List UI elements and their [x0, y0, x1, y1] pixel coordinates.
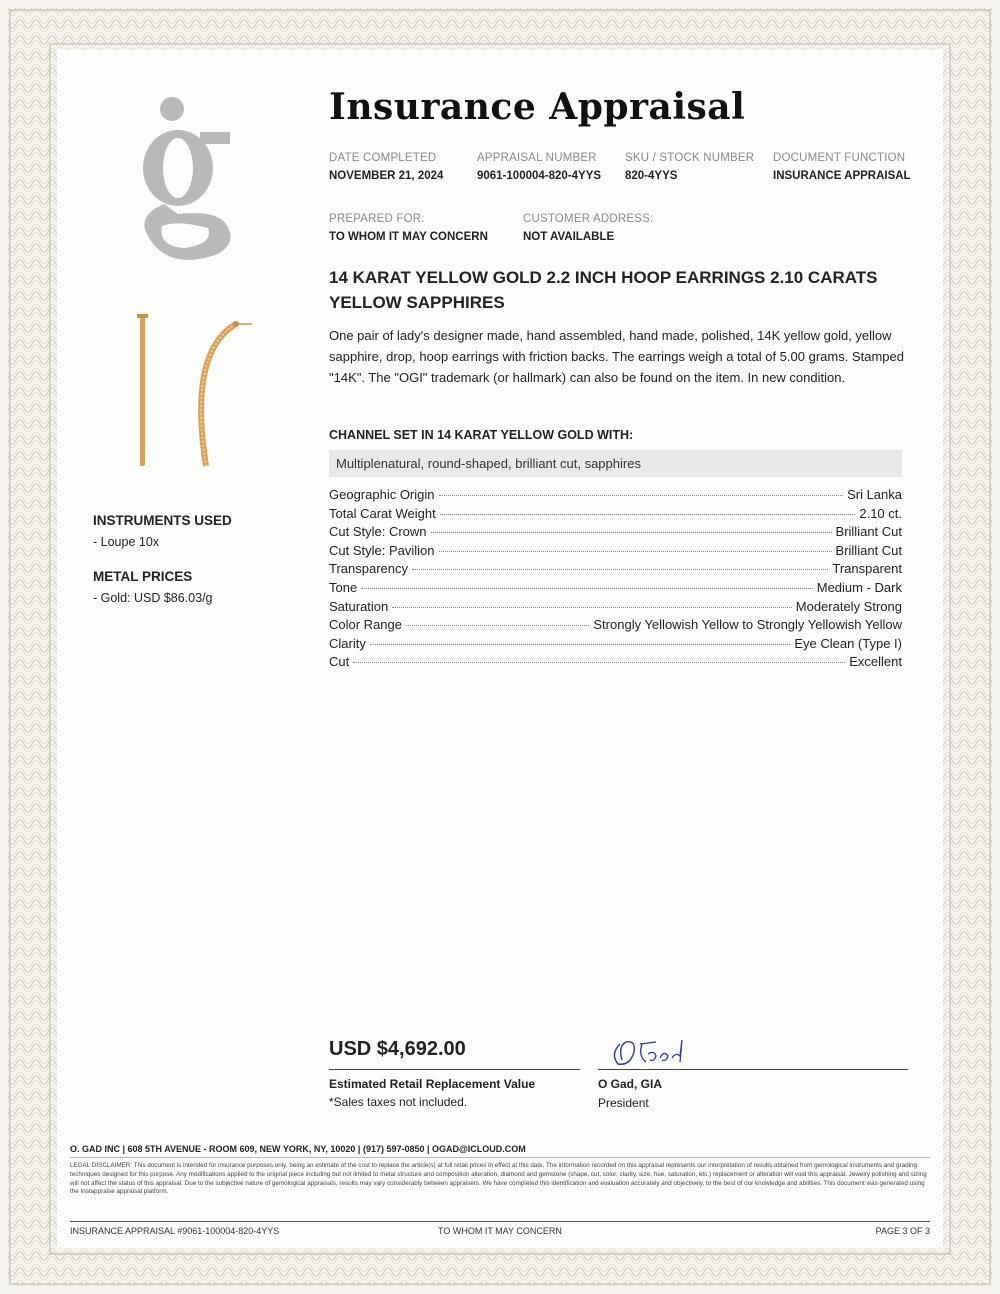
appraisal-label: APPRAISAL NUMBER: [477, 152, 597, 164]
sku-label: SKU / STOCK NUMBER: [625, 152, 755, 164]
property-name: Clarity: [329, 635, 366, 651]
page-number: PAGE 3 OF 3: [875, 1226, 930, 1236]
footer-bottom-divider: [70, 1221, 930, 1222]
document-function: [773, 152, 911, 182]
metal-prices-value: - Gold: USD $86.03/g: [93, 591, 213, 605]
property-row: [329, 543, 902, 562]
property-row: [329, 654, 902, 673]
price-divider: [329, 1069, 580, 1070]
property-name: Geographic Origin: [329, 487, 435, 502]
company-info: O. GAD INC | 608 5TH AVENUE - ROOM 609, NEW YORK, NY, 10020 | (917) 597-0850 | OGAD@ICLOUD.COM: [70, 1144, 526, 1154]
dot-leader: [406, 625, 589, 626]
footer-divider: [70, 1157, 930, 1158]
property-name: Cut: [329, 654, 350, 670]
signature-image: [608, 1034, 698, 1070]
gem-summary: Multiplenatural, round-shaped, brilliant cut, sapphires: [329, 450, 902, 477]
property-name: Total Carat Weight: [329, 505, 436, 521]
dot-leader: [370, 644, 791, 645]
property-value: Transparent: [832, 561, 902, 577]
property-value: Eye Clean (Type I): [794, 635, 902, 651]
dot-leader: [431, 532, 832, 533]
appraisal-value: 9061-100004-820-4YYS: [477, 170, 602, 182]
dot-leader: [412, 569, 828, 570]
function-label: DOCUMENT FUNCTION: [773, 152, 906, 164]
customer-address: [523, 213, 653, 243]
property-row: [329, 580, 902, 599]
dot-leader: [439, 551, 832, 552]
property-name: Cut Style: Crown: [329, 524, 427, 540]
property-row: [329, 599, 902, 618]
legal-disclaimer: LEGAL DISCLAIMER: This document is intended for insurance purposes only, being an estimate of the cost to replace the article(s) at full retail prices in effect at this date. The information recorded on this appraisal represents our interpretation of results obtained from gemological instruments and grading techniques designed for this purpose. Any modifications applied to the original piece including but not limited to metal structure and composition alteration, diamond and gemstone (shape, cut, color, clarity, size, hue, saturation, etc.) replacement or alteration will void this appraisal. Jewelry polishing and sizing will not affect the status of this appraisal. Due to the subjective nature of gemological appraisals, results may vary considerably between appraisers. We have completed this identification and evaluation accurately and objectively, to the best of our knowledge and abilities. This document was generated using the Instappraise appraisal platform.: [70, 1162, 927, 1196]
date-label: DATE COMPLETED: [329, 152, 437, 164]
item-title: 14 KARAT YELLOW GOLD 2.2 INCH HOOP EARRINGS 2.10 CARATS YELLOW SAPPHIRES: [329, 268, 878, 312]
signature-divider: [598, 1069, 908, 1070]
property-value: Excellent: [849, 654, 902, 670]
og-monogram-logo: [138, 96, 234, 274]
property-name: Tone: [329, 579, 358, 595]
valuation-label: Estimated Retail Replacement Value: [329, 1077, 536, 1091]
footer-appraisal-ref: INSURANCE APPRAISAL #9061-100004-820-4YYS: [70, 1226, 280, 1236]
address-value: NOT AVAILABLE: [523, 231, 615, 243]
address-label: CUSTOMER ADDRESS:: [523, 213, 654, 225]
dot-leader: [440, 514, 856, 515]
property-row: [329, 487, 902, 506]
property-row: [329, 561, 902, 580]
dot-leader: [392, 607, 792, 608]
property-value: 2.10 ct.: [859, 505, 902, 521]
function-value: INSURANCE APPRAISAL: [773, 170, 911, 182]
date-value: NOVEMBER 21, 2024: [329, 170, 444, 182]
property-value: Strongly Yellowish Yellow to Strongly Yellowish Yellow: [593, 617, 902, 633]
property-value: Moderately Strong: [795, 598, 902, 614]
dot-leader: [361, 588, 813, 589]
page-title: Insurance Appraisal: [329, 86, 746, 128]
metal-prices-heading: METAL PRICES: [93, 569, 193, 584]
property-row: [329, 617, 902, 636]
valuation-note: *Sales taxes not included.: [329, 1095, 468, 1109]
property-name: Saturation: [329, 598, 389, 614]
hoop-earrings-image: [128, 312, 258, 470]
footer-recipient: TO WHOM IT MAY CONCERN: [438, 1226, 562, 1236]
property-value: Brilliant Cut: [835, 542, 902, 558]
property-row: [329, 524, 902, 543]
gem-properties-list: [329, 487, 902, 673]
channel-heading: CHANNEL SET IN 14 KARAT YELLOW GOLD WITH:: [329, 428, 634, 442]
property-row: [329, 636, 902, 655]
appraisal-number: [477, 152, 601, 182]
property-value: Brilliant Cut: [835, 524, 902, 540]
item-description: One pair of lady's designer made, hand assembled, hand made, polished, 14K yellow gold, yellow sapphire, drop, hoop earrings with friction backs. The earrings weigh a total of 5.00 grams. Stamped "14K". The "OGI" trademark (or hallmark) can also be found on the item. In new condition.: [329, 328, 904, 385]
dot-leader: [353, 662, 845, 663]
valuation-price: USD $4,692.00: [329, 1038, 466, 1060]
property-name: Cut Style: Pavilion: [329, 542, 435, 558]
property-value: Medium - Dark: [816, 579, 902, 595]
property-row: [329, 506, 902, 525]
dot-leader: [439, 495, 844, 496]
date-completed: [329, 152, 443, 182]
signer-role: President: [598, 1096, 649, 1110]
property-name: Transparency: [329, 561, 408, 577]
property-name: Color Range: [329, 617, 402, 633]
property-value: Sri Lanka: [847, 487, 902, 502]
prepared-label: PREPARED FOR:: [329, 213, 425, 225]
prepared-value: TO WHOM IT MAY CONCERN: [329, 231, 488, 243]
signer-name: O Gad, GIA: [598, 1077, 663, 1091]
sku-number: [625, 152, 754, 182]
prepared-for: [329, 213, 488, 243]
instruments-value: - Loupe 10x: [93, 535, 160, 549]
instruments-heading: INSTRUMENTS USED: [93, 513, 232, 528]
sku-value: 820-4YYS: [625, 170, 678, 182]
